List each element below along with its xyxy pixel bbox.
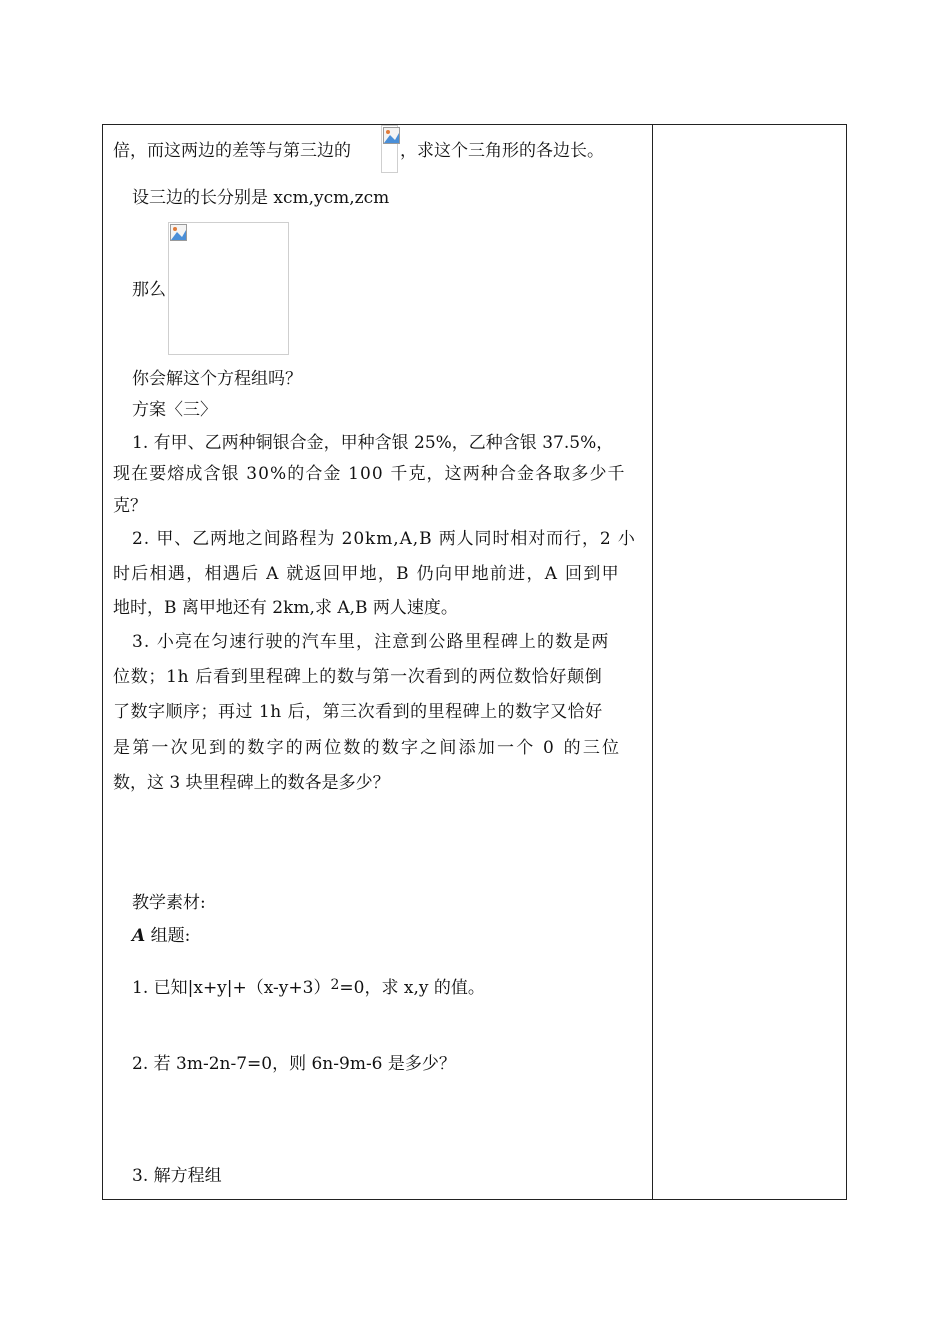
question-1-text-b: =0，求 x,y 的值。 (339, 978, 485, 998)
group-a-label: 组题: (145, 926, 191, 946)
intro-line (113, 141, 351, 161)
problem-1-line-3: 克？ (113, 496, 147, 516)
question-1-exponent: 2 (330, 977, 340, 993)
let-sides-text: 设三边的长分别是 xcm,ycm,zcm (132, 188, 390, 208)
equation-image (168, 222, 289, 355)
column-divider (652, 125, 653, 1199)
problem-3-line-2: 位数；1h 后看到里程碑上的数与第一次看到的两位数恰好颠倒 (113, 667, 603, 687)
problem-1-line-2: 现在要熔成含银 30%的合金 100 千克，这两种合金各取多少千 (113, 464, 626, 484)
problem-1-line-1: 1. 有甲、乙两种铜银合金，甲种含银 25%，乙种含银 37.5%， (132, 433, 614, 453)
inline-image (381, 125, 398, 173)
problem-3-line-4: 是第一次见到的数字的两位数的数字之间添加一个 0 的三位 (113, 738, 622, 758)
intro-line-end (400, 141, 604, 161)
problem-3-line-5: 数，这 3 块里程碑上的数各是多少？ (113, 773, 390, 793)
problem-3-line-3: 了数字顺序；再过 1h 后，第三次看到的里程碑上的数字又恰好 (113, 702, 603, 722)
problem-2-line-2: 时后相遇，相遇后 A 就返回甲地，B 仍向甲地前进，A 回到甲 (113, 564, 620, 584)
question-1-text-a: 1. 已知|x+y|+（x-y+3） (132, 978, 331, 998)
can-solve-text: 你会解这个方程组吗？ (132, 369, 302, 389)
problem-2-line-1: 2. 甲、乙两地之间路程为 20km,A,B 两人同时相对而行，2 小 (132, 529, 636, 549)
problem-2-line-3: 地时，B 离甲地还有 2km,求 A,B 两人速度。 (113, 598, 458, 618)
problem-3-line-1: 3. 小亮在匀速行驶的汽车里，注意到公路里程碑上的数是两 (132, 632, 610, 652)
broken-image-icon (383, 127, 400, 144)
scheme-heading: 方案〈三〉 (132, 400, 217, 420)
group-a-letter: A (132, 926, 146, 946)
intro-text-b: ，求这个三角形的各边长。 (400, 141, 604, 161)
question-2: 2. 若 3m-2n-7=0，则 6n-9m-6 是多少？ (132, 1054, 456, 1074)
broken-image-icon (170, 224, 187, 241)
then-text: 那么 (132, 280, 166, 300)
question-1 (132, 978, 485, 999)
intro-text-a: 倍，而这两边的差等与第三边的 (113, 141, 351, 161)
question-3: 3. 解方程组 (132, 1166, 222, 1186)
group-a-heading (132, 926, 190, 946)
materials-heading: 教学素材: (132, 893, 206, 913)
